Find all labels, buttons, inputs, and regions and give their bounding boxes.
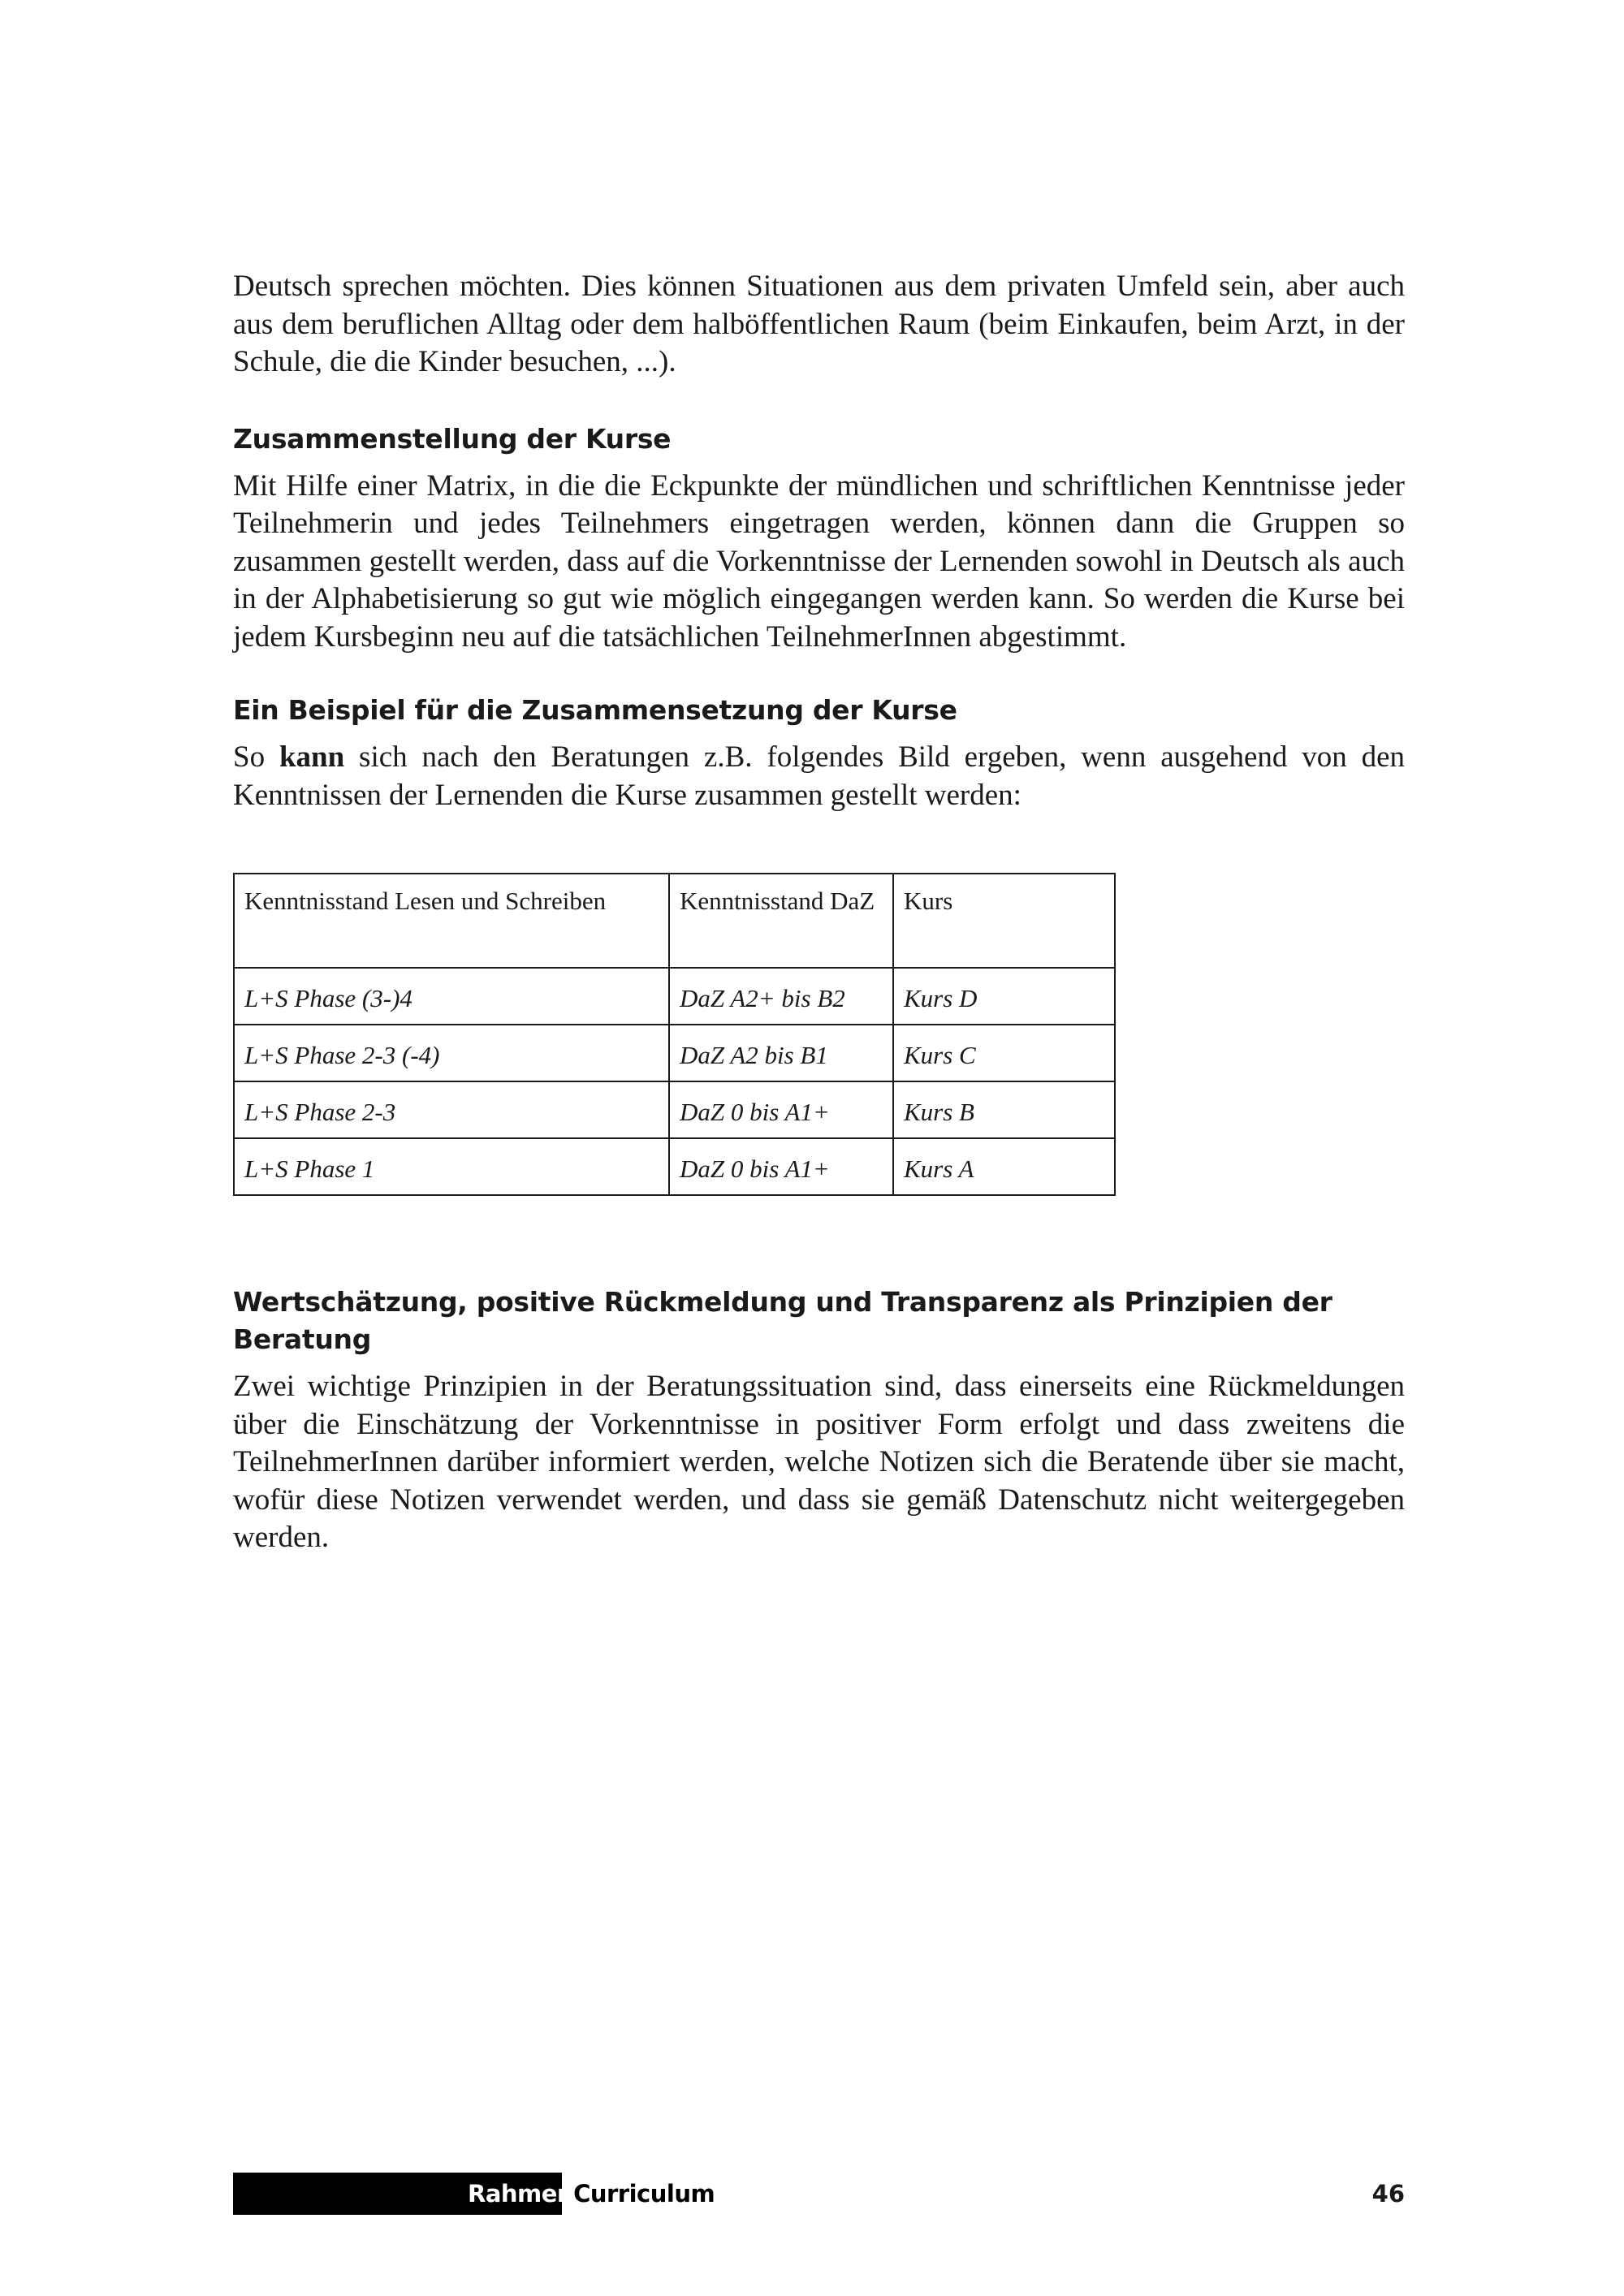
section-paragraph-wertschaetzung: Zwei wichtige Prinzipien in der Beratungssituation sind, dass einerseits eine Rückmeldungen über die Einschätzung der Vorkenntnisse in positiver Form erfolgt und dass zweitens die TeilnehmerInnen darüber informiert werden, welche Notizen sich die Beratende über sie macht, wofür diese Notizen verwendet werden, und dass sie gemäß Datenschutz nicht weitergegeben werden.: [233, 1370, 1405, 1554]
paragraph-text-start: So: [233, 740, 279, 774]
table-row: [234, 1081, 1115, 1138]
section-paragraph-zusammenstellung: Mit Hilfe einer Matrix, in die die Eckpunkte der mündlichen und schriftlichen Kenntnisse jeder Teilnehmerin und jedes Teilnehmers eingetragen werden, können dann die Gruppen so zusammen gestellt werden, dass auf die Vorkenntnisse der Lernenden sowohl in Deutsch als auch in der Alphabetisierung so gut wie möglich eingegangen werden kann. So werden die Kurse bei jedem Kursbeginn neu auf die tatsächlichen TeilnehmerInnen abgestimmt.: [233, 468, 1405, 654]
footer-brand-part2: Curriculum: [573, 2180, 715, 2208]
table-header-cell: Kenntnisstand DaZ: [669, 874, 893, 968]
section-heading-wertschaetzung: Wertschätzung, positive Rückmeldung und Transparenz als Prinzipien der Beratung: [233, 1286, 1332, 1355]
table-cell: DaZ A2 bis B1: [669, 1025, 893, 1081]
table-cell: Kurs C: [893, 1025, 1115, 1081]
table-cell: L+S Phase 2-3 (-4): [234, 1025, 669, 1081]
table-row: [234, 968, 1115, 1025]
footer-brand-part1: Rahmen: [468, 2180, 574, 2208]
table-cell: Kurs D: [893, 968, 1115, 1025]
page-number: 46: [1371, 2180, 1405, 2208]
section-heading-zusammenstellung: Zusammenstellung der Kurse: [233, 422, 672, 455]
table-cell: L+S Phase (3-)4: [234, 968, 669, 1025]
paragraph-text-end: sich nach den Beratungen z.B. folgendes Bild ergeben, wenn ausgehend von den Kenntnissen der Lernenden die Kurse zusammen gestellt werden:: [233, 740, 1406, 812]
section-wertschaetzung: [233, 1284, 1405, 1557]
footer-brand-logo: [468, 2176, 715, 2212]
paragraph-text-emphasis: kann: [279, 740, 345, 774]
table-cell: Kurs B: [893, 1081, 1115, 1138]
course-table: [233, 873, 1116, 1196]
table-row: [234, 1138, 1115, 1195]
table-cell: L+S Phase 2-3: [234, 1081, 669, 1138]
table-cell: L+S Phase 1: [234, 1138, 669, 1195]
table-cell: DaZ A2+ bis B2: [669, 968, 893, 1025]
page-content: [233, 268, 1405, 1557]
table-header-row: [234, 874, 1115, 968]
table-cell: Kurs A: [893, 1138, 1115, 1195]
section-heading-beispiel: Ein Beispiel für die Zusammensetzung der Kurse: [233, 694, 957, 726]
table-header-cell: Kurs: [893, 874, 1115, 968]
table-header-cell: Kenntnisstand Lesen und Schreiben: [234, 874, 669, 968]
section-paragraph-beispiel: [233, 739, 1405, 814]
table-cell: DaZ 0 bis A1+: [669, 1138, 893, 1195]
intro-paragraph: Deutsch sprechen möchten. Dies können Situationen aus dem privaten Umfeld sein, aber auch aus dem beruflichen Alltag oder dem halböffentlichen Raum (beim Einkaufen, beim Arzt, in der Schule, die die Kinder besuchen, ...).: [233, 270, 1405, 378]
table-row: [234, 1025, 1115, 1081]
table-cell: DaZ 0 bis A1+: [669, 1081, 893, 1138]
